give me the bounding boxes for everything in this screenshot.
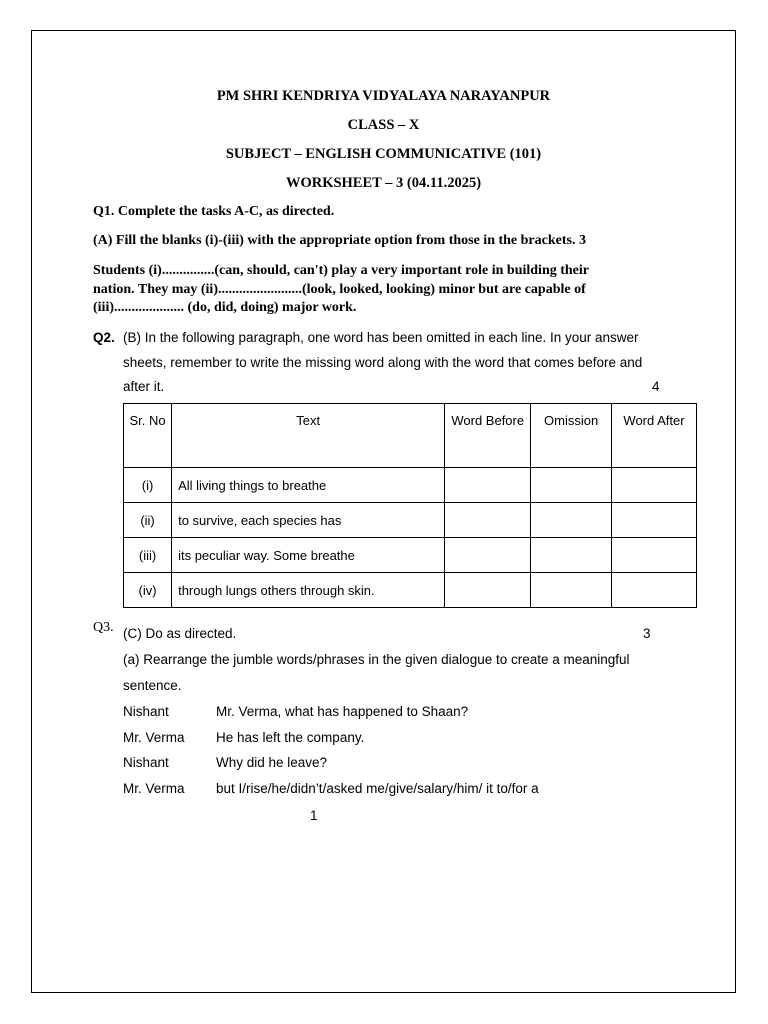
q3-label: Q3. [93,620,114,635]
subject-title: SUBJECT – ENGLISH COMMUNICATIVE (101) [225,146,542,162]
q3-marks: 3 [643,626,651,641]
q2-line: (B) In the following paragraph, one word has been omitted in each line. In your answer [123,330,639,345]
table-row [124,538,697,573]
dialogue-speaker: Nishant [123,755,169,770]
table-header-row [124,404,697,468]
page-number: 1 [310,808,318,823]
dialogue-speaker: Mr. Verma [123,781,185,796]
q1-line: Students (i)...............(can, should, can't) play a very important role in building their [93,263,590,278]
header-word-after: Word After [612,404,697,468]
table-row [124,573,697,608]
omission-cell [531,538,612,573]
q2-line: after it. [123,379,165,394]
omission-cell [531,503,612,538]
text-cell: All living things to breathe [172,468,445,503]
dialogue-line: but I/rise/he/didn’t/asked me/give/salary/him/ it to/for a [216,781,539,796]
dialogue-line: Why did he leave? [216,755,328,770]
sr-cell: (iv) [124,573,172,608]
q1-title: Q1. Complete the tasks A-C, as directed. [93,204,335,219]
omission-cell [531,468,612,503]
q2-label: Q2. [93,330,115,345]
header-text: Text [172,404,445,468]
q3-part-c: (C) Do as directed. [123,626,237,641]
table-row [124,468,697,503]
omission-cell [531,573,612,608]
header-word-before: Word Before [445,404,531,468]
dialogue-speaker: Mr. Verma [123,730,185,745]
header-omission: Omission [531,404,612,468]
sr-cell: (ii) [124,503,172,538]
q1-line: (iii).................... (do, did, doing) major work. [93,300,357,315]
word-after-cell [612,538,697,573]
table-row [124,503,697,538]
q1-line: nation. They may (ii)........................(look, looked, looking) minor but are capable of [93,281,586,297]
q2-line: sheets, remember to write the missing word along with the word that comes before and [123,355,643,370]
q3-instruction: (a) Rearrange the jumble words/phrases in the given dialogue to create a meaningful [123,652,630,667]
dialogue-line: He has left the company. [216,730,365,745]
q1-paragraph [93,262,693,318]
answer-table [123,403,697,608]
worksheet-title: WORKSHEET – 3 (04.11.2025) [285,175,482,191]
word-before-cell [445,503,531,538]
sr-cell: (i) [124,468,172,503]
sr-cell: (iii) [124,538,172,573]
word-before-cell [445,468,531,503]
class-title: CLASS – X [347,117,420,133]
word-after-cell [612,468,697,503]
word-before-cell [445,573,531,608]
text-cell: through lungs others through skin. [172,573,445,608]
text-cell: to survive, each species has [172,503,445,538]
dialogue-line: Mr. Verma, what has happened to Shaan? [216,704,469,719]
q1-part-a: (A) Fill the blanks (i)-(iii) with the appropriate option from those in the brackets. 3 [93,233,586,248]
word-after-cell [612,573,697,608]
word-before-cell [445,538,531,573]
q3-instruction: sentence. [123,678,182,693]
header-sr-no: Sr. No [124,404,172,468]
text-cell: its peculiar way. Some breathe [172,538,445,573]
school-name: PM SHRI KENDRIYA VIDYALAYA NARAYANPUR [216,88,551,104]
dialogue-speaker: Nishant [123,704,169,719]
word-after-cell [612,503,697,538]
q2-marks: 4 [652,379,660,394]
